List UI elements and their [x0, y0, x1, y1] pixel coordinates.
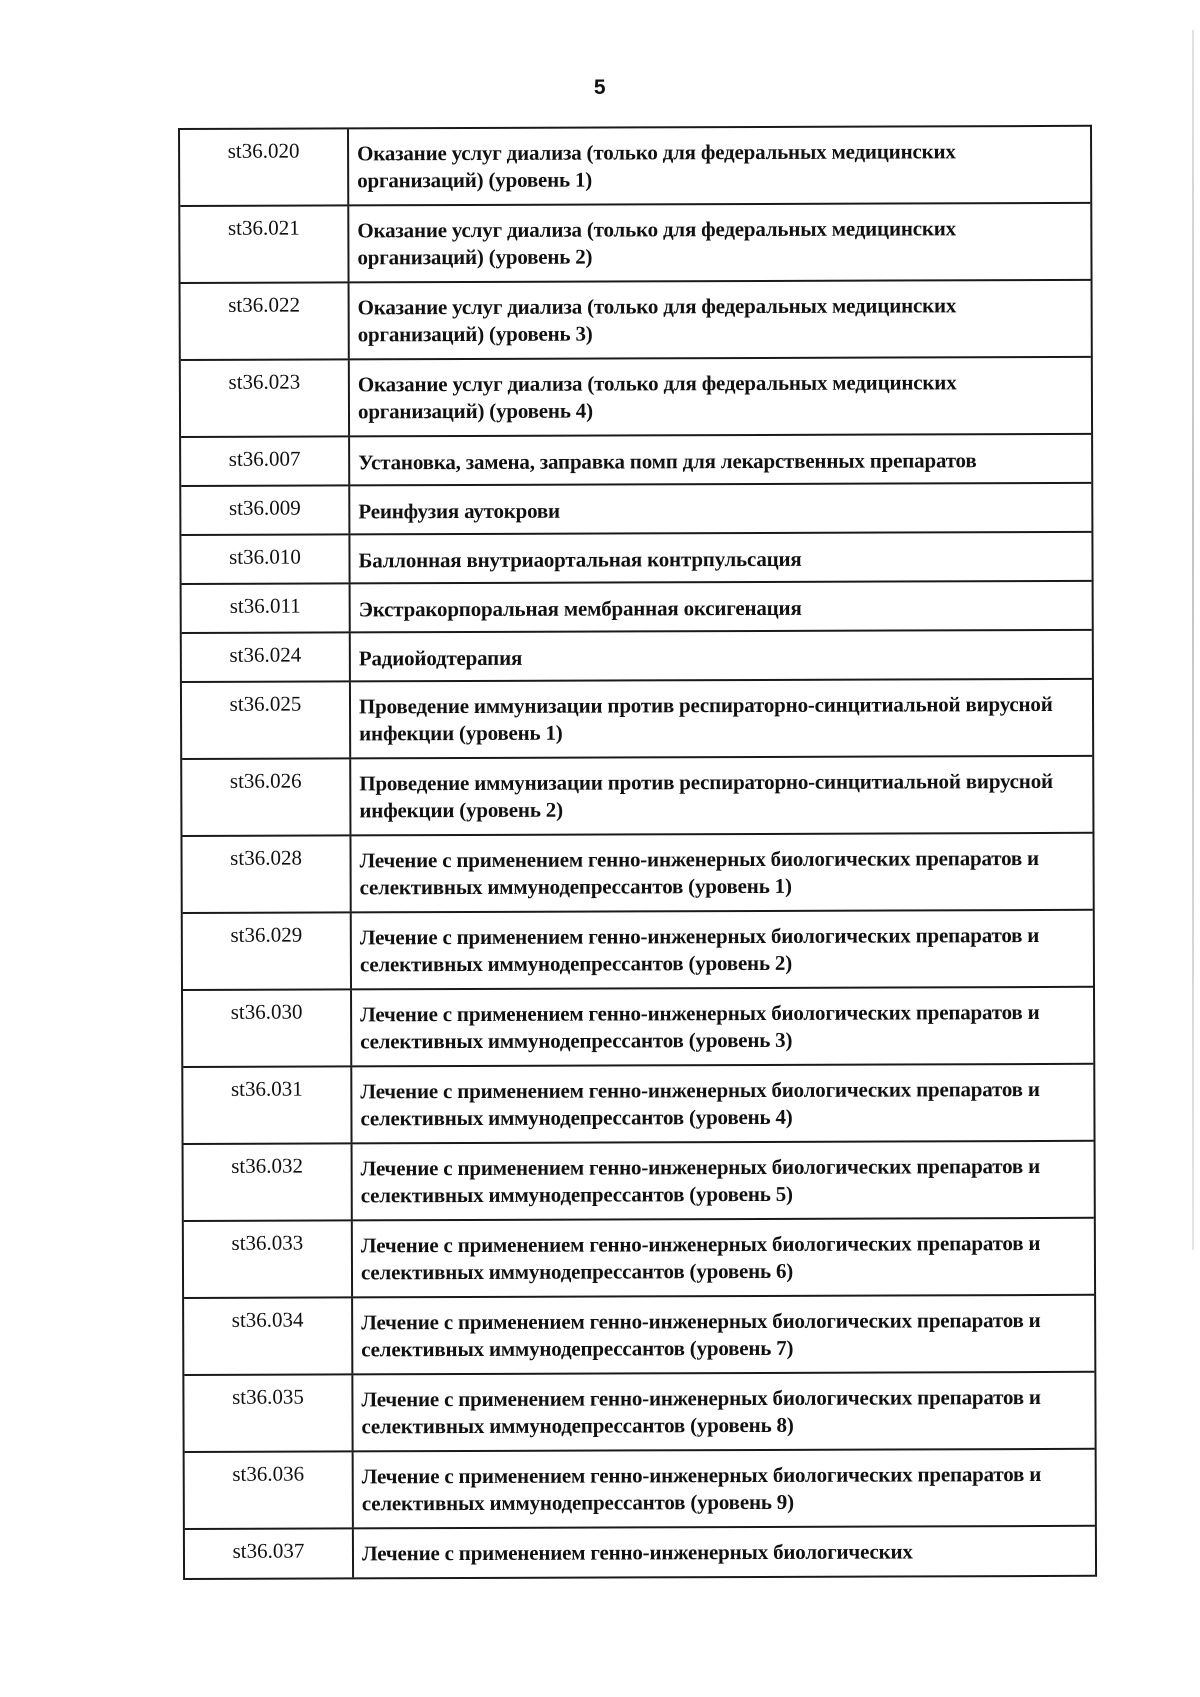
row-description: Оказание услуг диализа (только для федеральных медицинских организаций) (уровень 2) — [357, 216, 956, 270]
row-code: st36.033 — [184, 1221, 353, 1297]
row-description: Лечение с применением генно-инженерных биологических препаратов и селективных иммунодепрессантов (уровень 8) — [361, 1384, 1041, 1439]
table-row — [181, 435, 1091, 487]
row-description: Радиойодтерапия — [358, 645, 523, 671]
row-code: st36.035 — [184, 1375, 353, 1451]
table-row — [181, 533, 1091, 585]
table-row — [182, 757, 1092, 837]
row-description: Установка, замена, заправка помп для лекарственных препаратов — [358, 448, 977, 475]
row-description: Оказание услуг диализа (только для федеральных медицинских организаций) (уровень 1) — [357, 139, 956, 193]
table-row — [181, 484, 1091, 536]
row-code: st36.022 — [181, 283, 350, 359]
row-description: Лечение с применением генно-инженерных биологических препаратов и селективных иммунодепрессантов (уровень 9) — [361, 1461, 1042, 1516]
row-description: Лечение с применением генно-инженерных биологических — [361, 1539, 913, 1566]
row-description: Оказание услуг диализа (только для федеральных медицинских организаций) (уровень 4) — [357, 370, 957, 424]
row-description: Реинфузия аутокрови — [358, 498, 560, 524]
row-code: st36.009 — [181, 486, 350, 534]
row-code: st36.026 — [182, 759, 351, 835]
row-code: st36.023 — [181, 360, 350, 436]
table-row — [181, 358, 1091, 438]
table-row — [180, 127, 1090, 207]
row-description: Лечение с применением генно-инженерных биологических препаратов и селективных иммунодепрессантов (уровень 1) — [359, 845, 1039, 900]
row-code: st36.030 — [183, 990, 352, 1066]
table-row — [184, 1373, 1094, 1453]
row-code: st36.036 — [185, 1452, 354, 1528]
table-row — [180, 204, 1090, 284]
tariff-table — [178, 125, 1097, 1580]
table-row — [185, 1527, 1095, 1580]
row-description: Оказание услуг диализа (только для федеральных медицинских организаций) (уровень 3) — [357, 293, 957, 347]
table-row — [182, 631, 1092, 683]
row-code: st36.024 — [182, 633, 351, 681]
page-number: 5 — [593, 76, 607, 99]
row-code: st36.029 — [183, 913, 352, 989]
row-description: Проведение иммунизации против респираторно-синцитиальной вирусной инфекции (уровень 2) — [359, 768, 1053, 823]
row-description: Лечение с применением генно-инженерных биологических препаратов и селективных иммунодепрессантов (уровень 7) — [361, 1307, 1041, 1362]
row-description: Экстракорпоральная мембранная оксигенация — [358, 595, 802, 622]
table-row — [183, 911, 1093, 991]
row-description: Лечение с применением генно-инженерных биологических препаратов и селективных иммунодепрессантов (уровень 5) — [360, 1153, 1041, 1208]
table-row — [182, 582, 1092, 634]
row-code: st36.021 — [180, 206, 349, 282]
table-row — [182, 834, 1092, 914]
row-code: st36.034 — [184, 1298, 353, 1374]
row-code: st36.025 — [182, 682, 351, 758]
table-row — [183, 988, 1093, 1068]
row-code: st36.032 — [184, 1144, 353, 1220]
row-code: st36.028 — [182, 836, 351, 912]
row-description: Проведение иммунизации против респираторно-синцитиальной вирусной инфекции (уровень 1) — [358, 691, 1053, 746]
table-row — [184, 1142, 1094, 1222]
row-code: st36.010 — [181, 535, 350, 583]
row-description: Баллонная внутриаортальная контрпульсация — [358, 546, 802, 573]
row-code: st36.011 — [182, 584, 351, 632]
table-row — [184, 1219, 1094, 1299]
table-row — [182, 680, 1092, 760]
table-row — [183, 1065, 1093, 1145]
scan-edge-shadow — [1192, 30, 1194, 1250]
table-row — [181, 281, 1091, 361]
table-row — [184, 1296, 1094, 1376]
row-code: st36.037 — [185, 1529, 354, 1578]
row-description: Лечение с применением генно-инженерных биологических препаратов и селективных иммунодепрессантов (уровень 6) — [360, 1230, 1041, 1285]
row-code: st36.007 — [181, 437, 350, 485]
row-description: Лечение с применением генно-инженерных биологических препаратов и селективных иммунодепрессантов (уровень 4) — [360, 1076, 1040, 1131]
row-description: Лечение с применением генно-инженерных биологических препаратов и селективных иммунодепрессантов (уровень 3) — [360, 999, 1040, 1054]
row-description: Лечение с применением генно-инженерных биологических препаратов и селективных иммунодепрессантов (уровень 2) — [359, 922, 1040, 977]
row-code: st36.020 — [180, 129, 349, 205]
table-row — [185, 1450, 1095, 1530]
row-code: st36.031 — [183, 1067, 352, 1143]
